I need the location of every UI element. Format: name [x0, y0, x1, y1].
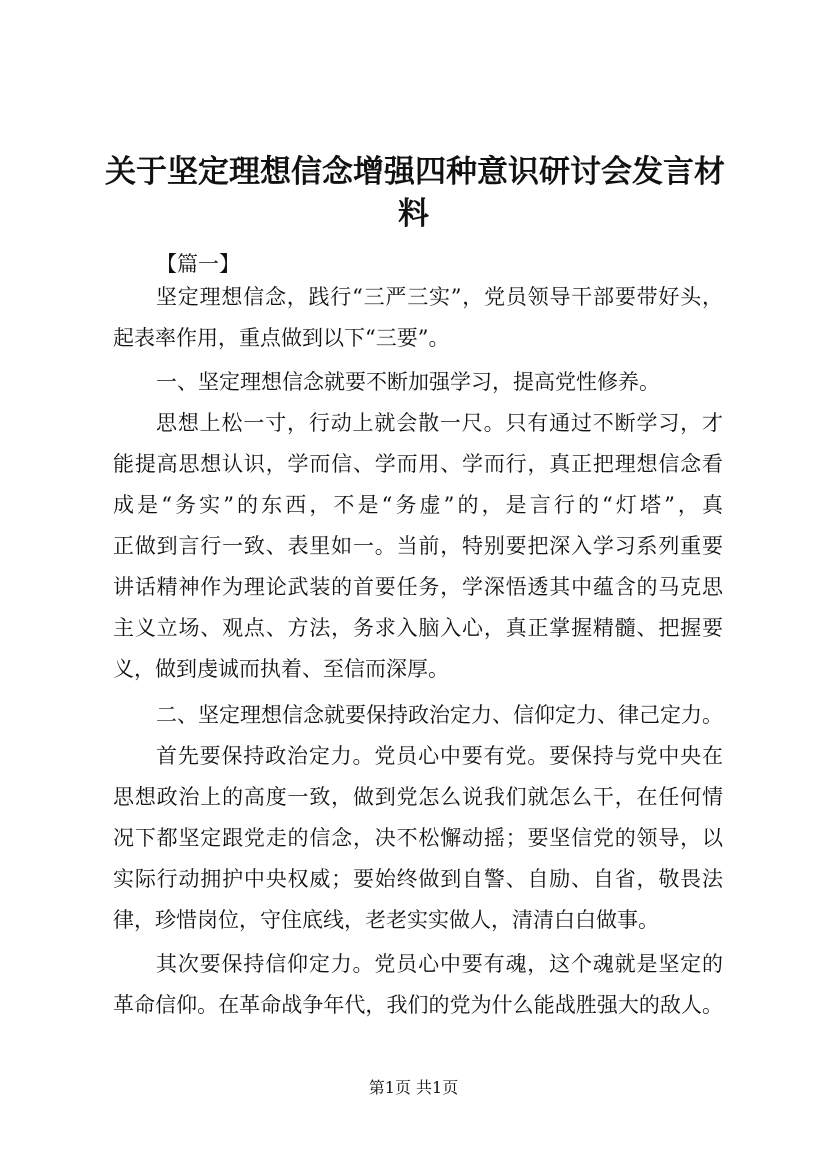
body-line: 起表率作用，重点做到以下“三要”。	[113, 326, 450, 350]
body-line: 革命信仰。在革命战争年代，我们的党为什么能战胜强大的敌人。	[113, 993, 723, 1017]
body-line: 思想上松一寸，行动上就会散一尺。只有通过不断学习，才	[156, 411, 723, 435]
subheading-line: 二、坚定理想信念就要保持政治定力、信仰定力、律己定力。	[156, 703, 723, 727]
document-title-line-1: 关于坚定理想信念增强四种意识研讨会发言材	[105, 154, 725, 190]
subheading-line: 一、坚定理想信念就要不断加强学习，提高党性修养。	[156, 370, 660, 394]
body-line: 正做到言行一致、表里如一。当前，特别要把深入学习系列重要	[113, 534, 723, 558]
body-line: 首先要保持政治定力。党员心中要有党。要保持与党中央在	[156, 744, 723, 768]
body-line: 能提高思想认识，学而信、学而用、学而行，真正把理想信念看	[113, 452, 723, 476]
body-line: 其次要保持信仰定力。党员心中要有魂，这个魂就是坚定的	[156, 952, 723, 976]
body-line: 主义立场、观点、方法，务求入脑入心，真正掌握精髓、把握要	[113, 616, 723, 640]
document-title-line-2: 料	[398, 196, 429, 232]
body-line: 思想政治上的高度一致，做到党怎么说我们就怎么干，在任何情	[113, 785, 723, 809]
body-line: 实际行动拥护中央权威；要始终做到自警、自励、自省，敬畏法	[113, 867, 723, 891]
body-line: 况下都坚定跟党走的信念，决不松懈动摇；要坚信党的领导，以	[113, 826, 723, 850]
body-line: 义，做到虔诚而执着、至信而深厚。	[113, 657, 449, 681]
body-line: 律，珍惜岗位，守住底线，老老实实做人，清清白白做事。	[113, 908, 659, 932]
page-footer: 第1页 共1页	[368, 1078, 459, 1097]
section-heading: 【篇一】	[156, 252, 240, 276]
body-line: 坚定理想信念，践行“三严三实”，党员领导干部要带好头，	[156, 285, 723, 309]
body-line: 讲话精神作为理论武装的首要任务，学深悟透其中蕴含的马克思	[113, 575, 723, 599]
body-line: 成是“务实”的东西，不是“务虚”的，是言行的“灯塔”，真	[113, 493, 723, 517]
